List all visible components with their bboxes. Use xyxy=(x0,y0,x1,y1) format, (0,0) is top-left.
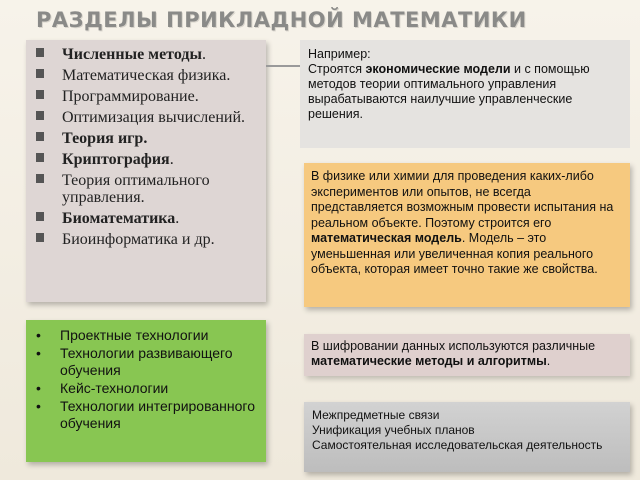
economics-example-box xyxy=(300,40,630,148)
bullet-dot-icon: • xyxy=(36,345,41,361)
list-item xyxy=(32,172,260,206)
list-item xyxy=(32,46,260,63)
crypto-text-after: . xyxy=(546,354,551,368)
technologies-panel xyxy=(26,320,266,462)
interdisciplinary-line: Межпредметные связи xyxy=(312,408,440,422)
method-label: Математическая физика. xyxy=(62,67,231,84)
bullet-dot-icon: • xyxy=(36,327,41,343)
list-item xyxy=(32,327,260,344)
example-text-after: и с помощью методов теории оптимального управления вырабатываются наилучшие управленческие решения. xyxy=(308,62,590,121)
technology-label: Технологии интегрированного обучения xyxy=(60,398,255,431)
list-item xyxy=(32,398,260,432)
list-item xyxy=(32,67,260,84)
cryptography-box xyxy=(304,334,630,376)
slide-title: РАЗДЕЛЫ ПРИКЛАДНОЙ МАТЕМАТИКИ xyxy=(36,8,527,32)
method-label: Теория оптимального управления. xyxy=(62,172,210,206)
method-label: Оптимизация вычислений. xyxy=(62,109,246,126)
example-intro: Например: xyxy=(308,47,371,61)
list-item xyxy=(32,109,260,126)
bullet-square-icon xyxy=(36,69,44,78)
bullet-dot-icon: • xyxy=(36,380,41,396)
example-bold-term: экономические модели xyxy=(365,62,511,76)
bullet-square-icon xyxy=(36,111,44,120)
technology-label: Кейс-технологии xyxy=(60,380,169,396)
method-suffix: . xyxy=(175,210,180,227)
physics-text-before: В физике или химии для проведения каких-либо экспериментов или опытов, не всегда представляется возможным провести испытания на реальном объекте. Поэтому строится его xyxy=(311,169,614,230)
methods-list-panel xyxy=(26,40,266,302)
interdisciplinary-line: Самостоятельная исследовательская деятельность xyxy=(312,438,603,452)
physics-bold-term: математическая модель xyxy=(311,231,462,245)
physics-text-after: . Модель – это уменьшенная или увеличенная копия реального объекта, которая имеет точно такие же свойства. xyxy=(311,231,598,276)
bullet-square-icon xyxy=(36,233,44,242)
method-suffix: . xyxy=(169,151,174,168)
list-item xyxy=(32,88,260,105)
interdisciplinary-line: Унификация учебных планов xyxy=(312,423,475,437)
list-item xyxy=(32,345,260,379)
method-label: Программирование. xyxy=(62,88,199,105)
bullet-square-icon xyxy=(36,132,44,141)
bullet-square-icon xyxy=(36,90,44,99)
list-item xyxy=(32,231,260,248)
bullet-square-icon xyxy=(36,212,44,221)
connector-line xyxy=(266,65,300,67)
bullet-dot-icon: • xyxy=(36,398,41,414)
technologies-list xyxy=(32,327,260,432)
crypto-bold-term: математические методы и алгоритмы xyxy=(311,354,547,368)
technology-label: Технологии развивающего обучения xyxy=(60,345,233,378)
method-suffix: . xyxy=(201,46,206,63)
bullet-square-icon xyxy=(36,174,44,183)
bullet-square-icon xyxy=(36,48,44,57)
methods-list xyxy=(32,46,260,248)
method-label: Теория игр. xyxy=(62,130,148,147)
method-label: Биоматематика xyxy=(62,210,176,227)
list-item xyxy=(32,151,260,168)
crypto-text-before: В шифровании данных используются различные xyxy=(311,339,596,353)
example-text-before: Строятся xyxy=(308,62,366,76)
method-label: Криптография xyxy=(62,151,170,168)
bullet-square-icon xyxy=(36,153,44,162)
list-item xyxy=(32,380,260,397)
interdisciplinary-box xyxy=(304,402,630,472)
list-item xyxy=(32,210,260,227)
method-label: Численные методы xyxy=(62,46,202,63)
method-label: Биоинформатика и др. xyxy=(62,231,215,248)
technology-label: Проектные технологии xyxy=(60,327,209,343)
physics-model-box xyxy=(304,163,630,307)
list-item xyxy=(32,130,260,147)
